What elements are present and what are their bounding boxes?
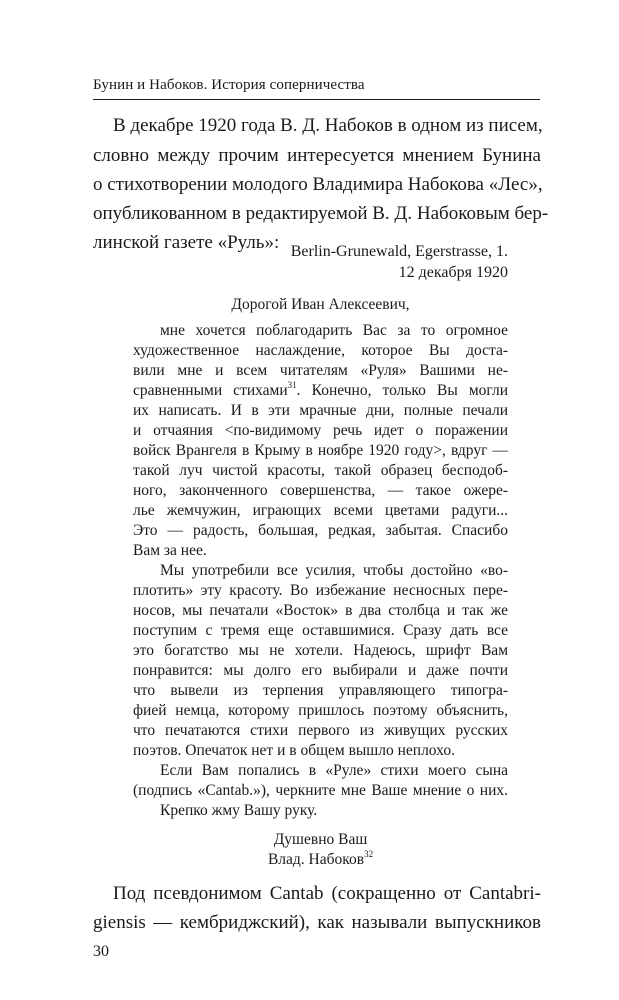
intro-line: В декабре 1920 года В. Д. Набоков в одном из писем, [113, 115, 543, 136]
intro-line: линской газете «Руль»: [93, 232, 280, 253]
letter-line: лье жемчужин, играющих всеми цветами радуги... [133, 502, 508, 519]
letter-line: плотить» эту красоту. Во избежание несносных пере- [133, 582, 508, 599]
letter-line: фией немца, которому пришлось поэтому объяснить, [133, 702, 508, 719]
letter-line: поступим с тремя еще оставшимися. Сразу дать все [133, 622, 508, 639]
letter-line: Мы употребили все усилия, чтобы достойно «во- [160, 562, 508, 579]
letter-address: Berlin-Grunewald, Egerstrasse, 1. [290, 243, 508, 260]
letter-line: художественное наслаждение, которое Вы доста- [133, 342, 508, 359]
intro-line: словно между прочим интересуется мнением Бунина [93, 145, 541, 166]
letter-line: Крепко жму Вашу руку. [160, 802, 318, 819]
outro-line: giensis — кембриджский), как называли выпускников [93, 912, 541, 933]
letter-closing: Душевно Ваш [273, 831, 368, 848]
letter-line: их написать. И в эти мрачные дни, полные печали [133, 402, 508, 419]
letter-line: ного, законченного совершенства, — такое ожере- [133, 482, 508, 499]
letter-salutation: Дорогой Иван Алексеевич, [231, 296, 410, 313]
letter-line: понравится: мы долго его выбирали и даже почти [133, 662, 508, 679]
letter-line [133, 382, 508, 400]
letter-signature: Влад. Набоков [267, 851, 365, 868]
letter-line: такой луч чистой красоты, такой образец бесподоб- [133, 462, 508, 479]
footnote-ref: 31 [287, 380, 297, 390]
letter-text: . Конечно, только Вы могли [296, 382, 508, 399]
letter-line: вили мне и всем читателям «Руля» Вашими не- [133, 362, 508, 379]
letter-line: мне хочется поблагодарить Вас за то огромное [160, 322, 508, 339]
page-number: 30 [93, 943, 109, 960]
letter-date: 12 декабря 1920 [398, 264, 508, 281]
letter-line: это богатство мы не хотели. Надеюсь, шрифт Вам [133, 642, 508, 659]
outro-line: Под псевдонимом Cantab (сокращенно от Cantabri- [113, 883, 541, 904]
footnote-ref: 32 [364, 849, 374, 859]
letter-line: Вам за нее. [133, 542, 207, 559]
letter-line: что вывели из терпения управляющего типогра- [133, 682, 508, 699]
letter-line: войск Врангеля в Крыму в ноябре 1920 году>, вдруг — [133, 442, 508, 459]
letter-line: что печатаются стихи первого из живущих русских [133, 722, 508, 739]
letter-line: Если Вам попались в «Руле» стихи моего сына [160, 762, 508, 779]
running-header: Бунин и Набоков. История соперничества [93, 77, 365, 93]
intro-line: о стихотворении молодого Владимира Набокова «Лес», [93, 174, 543, 195]
letter-line: носов, мы печатали «Восток» в два столбца и так же [133, 602, 508, 619]
letter-text: сравненными стихами [133, 382, 288, 399]
letter-line: (подпись «Cantab.»), черкните мне Ваше мнение о них. [133, 782, 508, 799]
letter-signature-line [133, 851, 508, 869]
letter-line: Это — радость, большая, редкая, забытая. Спасибо [133, 522, 508, 539]
letter-line: поэтов. Опечаток нет и в общем вышло неплохо. [133, 742, 455, 759]
letter-line: и отчаяния <по-видимому речь идет о поражении [133, 422, 508, 439]
intro-line: опубликованном в редактируемой В. Д. Набоковым бер- [93, 203, 549, 224]
header-rule [93, 99, 540, 100]
